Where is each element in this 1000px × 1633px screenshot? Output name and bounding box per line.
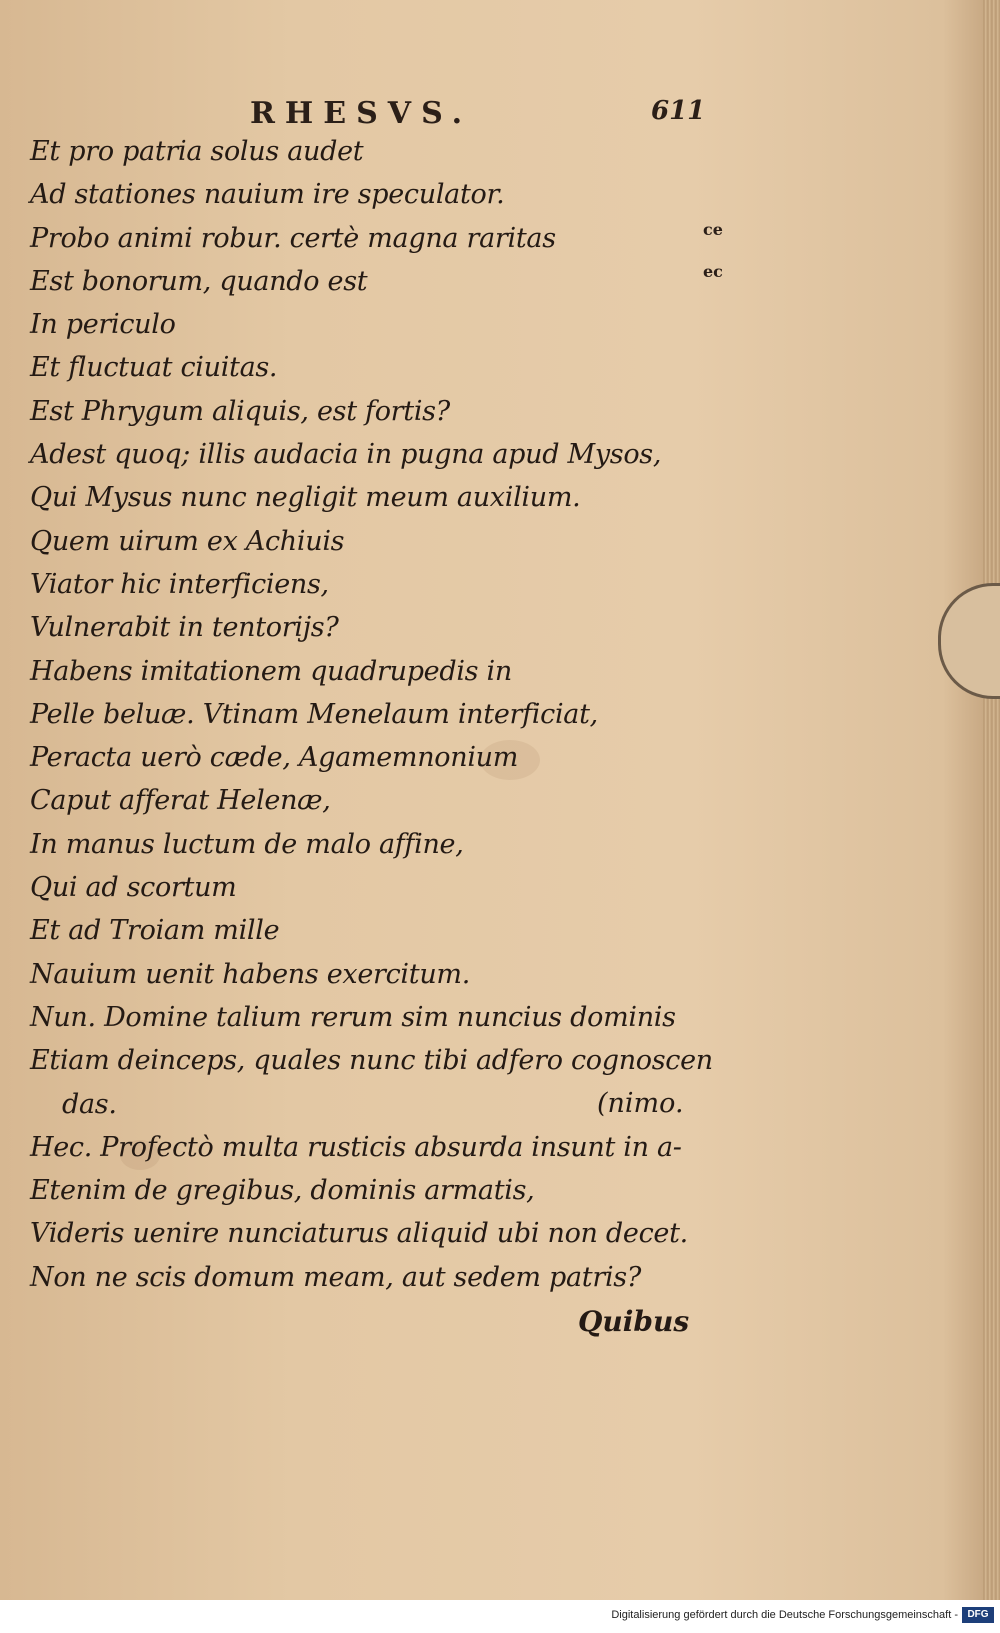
verse-line: Qui ad scortum — [30, 872, 237, 904]
funding-credit: Digitalisierung gefördert durch die Deutsche Forschungsgemeinschaft - — [611, 1609, 958, 1621]
verse-line: Ad stationes nauium ire speculator. — [30, 179, 505, 211]
verse-line: Hec. Profectò multa rusticis absurda insunt in a- — [30, 1131, 682, 1163]
verse-line: Adest quoq; illis audacia in pugna apud Mysos, — [30, 439, 662, 471]
verse-line: Et ad Troiam mille — [30, 915, 280, 947]
verse-line: Non ne scis domum meam, aut sedem patris? — [30, 1261, 642, 1293]
verse-line: Habens imitationem quadrupedis in — [30, 655, 512, 687]
dfg-logo: DFG — [962, 1607, 994, 1623]
page-edge — [982, 0, 1000, 1600]
verse-line: Pelle beluæ. Vtinam Menelaum interficiat, — [30, 698, 598, 730]
verse-line: Probo animi robur. certè magna raritas — [30, 222, 556, 254]
running-head: RHESVS. — [250, 96, 473, 131]
margin-mark: ec — [703, 262, 723, 281]
page-number: 611 — [651, 96, 706, 126]
verse-line: In manus luctum de malo affine, — [30, 828, 464, 860]
verse-line: Vulnerabit in tentorijs? — [30, 612, 339, 644]
verse-line: In periculo — [30, 309, 176, 341]
verse-line: das. — [62, 1088, 117, 1120]
verse-line: Peracta uerò cæde, Agamemnonium — [30, 742, 519, 774]
verse-text — [30, 130, 713, 1299]
verse-line: Qui Mysus nunc negligit meum auxilium. — [30, 482, 581, 514]
verse-line: Nun. Domine talium rerum sim nuncius dominis — [30, 1001, 676, 1033]
catchword: Quibus — [578, 1305, 690, 1338]
verse-line: Nauium uenit habens exercitum. — [30, 958, 470, 990]
verse-line: Videris uenire nunciaturus aliquid ubi non decet. — [30, 1218, 688, 1250]
margin-mark: ce — [703, 220, 723, 239]
line-overflow-tail: (nimo. — [597, 1088, 684, 1119]
verse-line: Quem uirum ex Achiuis — [30, 525, 345, 557]
verse-line: Etiam deinceps, quales nunc tibi adfero cognoscen — [30, 1045, 713, 1077]
verse-line: Caput afferat Helenæ, — [30, 785, 331, 817]
verse-line: Etenim de gregibus, dominis armatis, — [30, 1175, 535, 1207]
verse-line: Viator hic interficiens, — [30, 568, 329, 600]
verse-line: Est Phrygum aliquis, est fortis? — [30, 395, 450, 427]
verse-line: Est bonorum, quando est — [30, 265, 368, 297]
verse-line: Et pro patria solus audet — [30, 136, 364, 167]
verse-line: Et fluctuat ciuitas. — [30, 352, 278, 384]
